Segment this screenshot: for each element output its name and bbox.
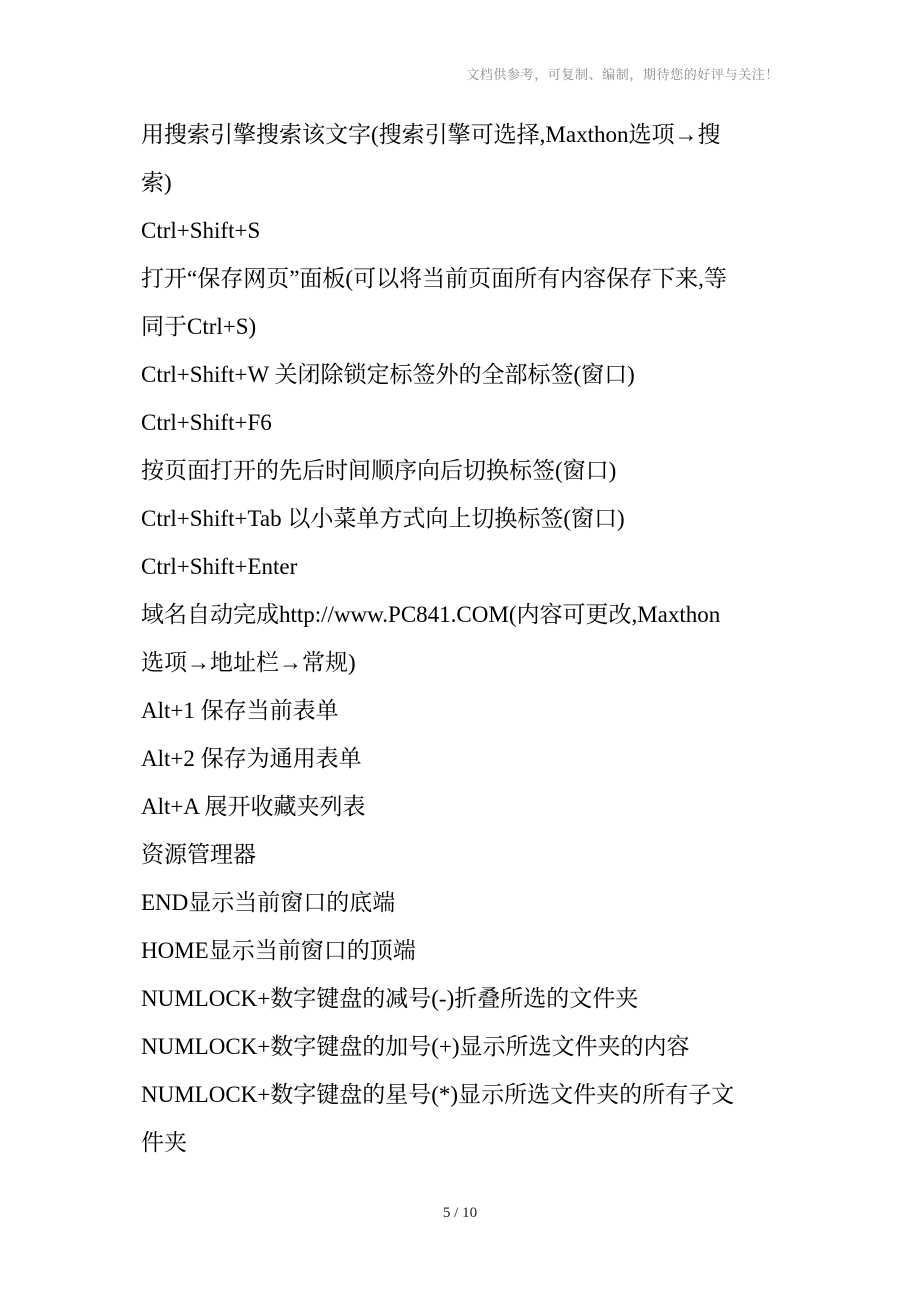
text-line: Ctrl+Shift+S	[141, 218, 261, 243]
text-line: 域名自动完成http://www.PC841.COM(内容可更改,Maxthon	[141, 602, 721, 627]
text-line: 打开“保存网页”面板(可以将当前页面所有内容保存下来,等	[141, 266, 727, 291]
text-line: Ctrl+Shift+Enter	[141, 554, 298, 579]
text-line: 选项→地址栏→常规)	[141, 650, 356, 675]
text-line: 件夹	[141, 1130, 187, 1155]
text-line: 按页面打开的先后时间顺序向后切换标签(窗口)	[141, 458, 617, 483]
text-line: NUMLOCK+数字键盘的加号(+)显示所选文件夹的内容	[141, 1034, 690, 1059]
text-line: NUMLOCK+数字键盘的星号(*)显示所选文件夹的所有子文	[141, 1082, 735, 1107]
text-line: HOME显示当前窗口的顶端	[141, 938, 416, 963]
text-line: 同于Ctrl+S)	[141, 314, 257, 339]
text-line: Ctrl+Shift+F6	[141, 410, 272, 435]
text-line: 资源管理器	[141, 842, 256, 867]
text-line: NUMLOCK+数字键盘的减号(-)折叠所选的文件夹	[141, 986, 639, 1011]
text-line: Ctrl+Shift+W 关闭除锁定标签外的全部标签(窗口)	[141, 362, 635, 387]
text-line: 用搜索引擎搜索该文字(搜索引擎可选择,Maxthon选项→搜	[141, 122, 721, 147]
text-line: Alt+2 保存为通用表单	[141, 746, 362, 771]
header-note: 文档供参考，可复制、编制，期待您的好评与关注！	[466, 67, 779, 82]
text-line: Alt+A 展开收藏夹列表	[141, 794, 366, 819]
text-line: Ctrl+Shift+Tab 以小菜单方式向上切换标签(窗口)	[141, 506, 625, 531]
page-number: 5 / 10	[442, 1205, 478, 1221]
text-line: END显示当前窗口的底端	[141, 890, 396, 915]
text-line: Alt+1 保存当前表单	[141, 698, 339, 723]
document-body	[141, 111, 781, 1167]
text-line: 索)	[141, 170, 172, 195]
